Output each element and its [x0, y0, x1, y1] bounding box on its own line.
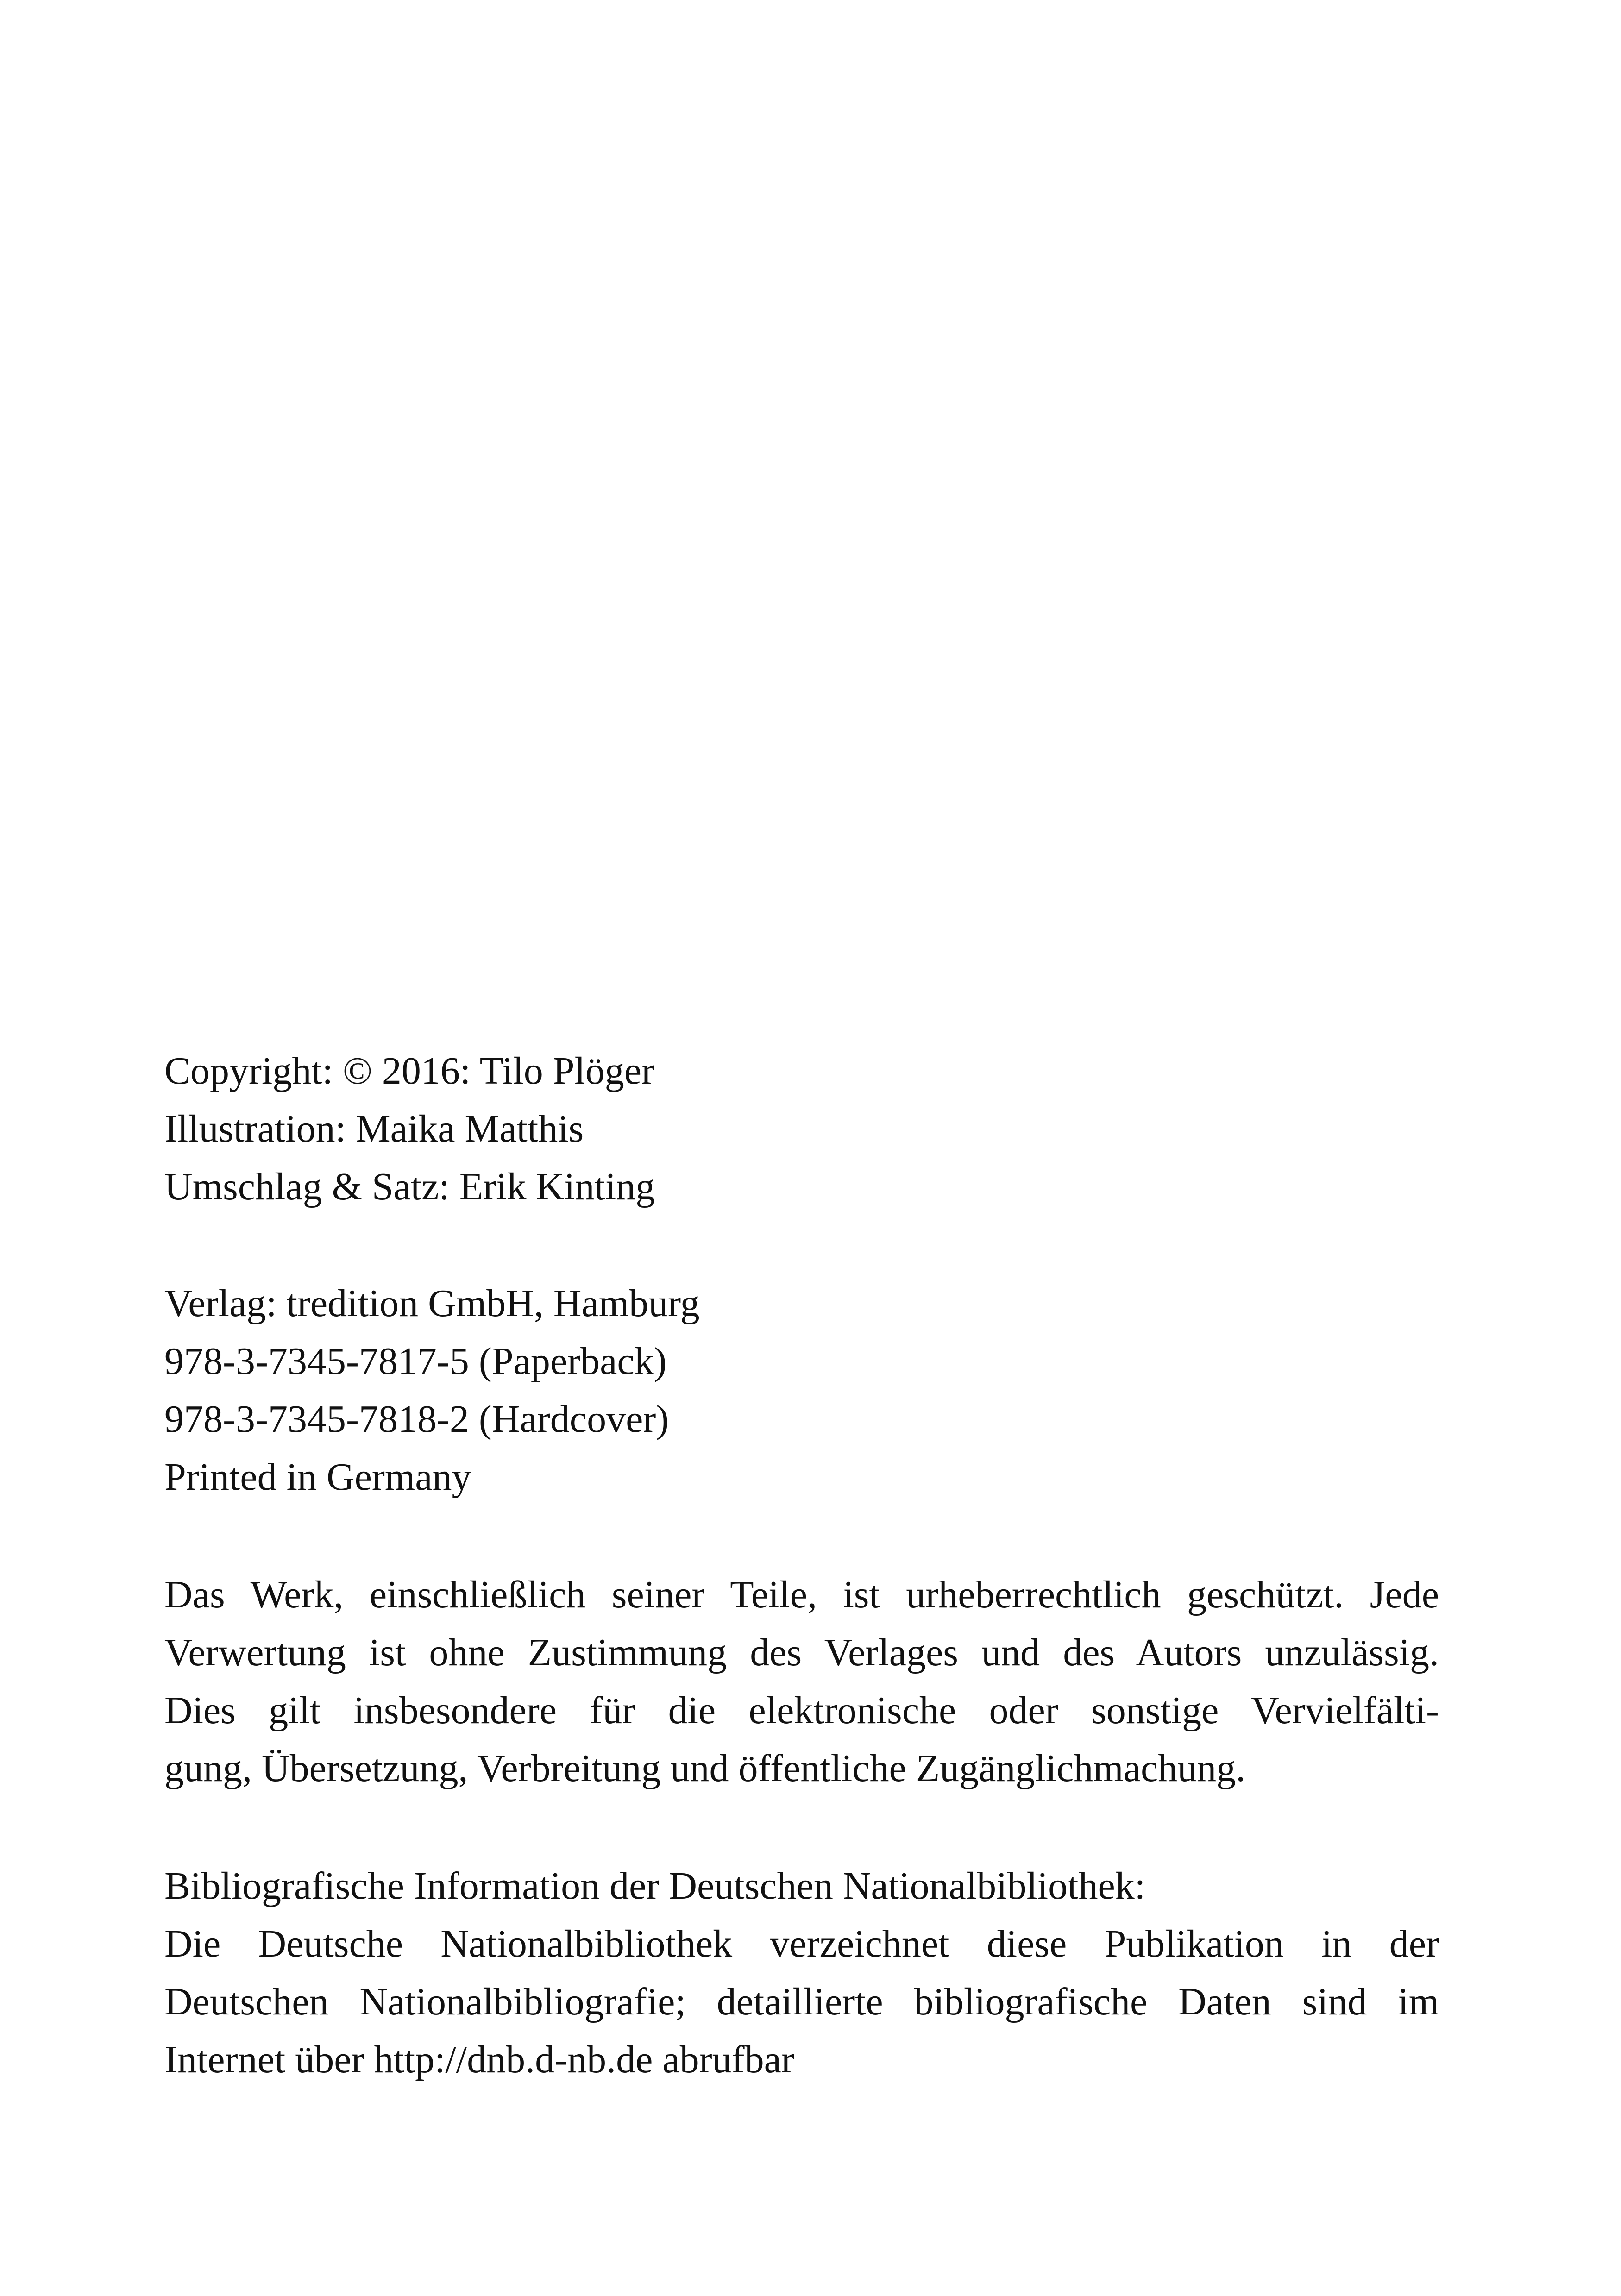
copyright-notice-line: Dies gilt insbesondere für die elektronische oder sonstige Vervielfälti-	[164, 1689, 1439, 1732]
printed-in-line: Printed in Germany	[164, 1455, 471, 1499]
copyright-notice-line: gung, Übersetzung, Verbreitung und öffentliche Zugänglichmachung.	[164, 1747, 1246, 1790]
isbn-hardcover-line: 978-3-7345-7818-2 (Hardcover)	[164, 1398, 669, 1441]
bibliographic-line: Die Deutsche Nationalbibliothek verzeichnet diese Publikation in der	[164, 1922, 1439, 1965]
publisher-line: Verlag: tredition GmbH, Hamburg	[164, 1282, 700, 1325]
bibliographic-paragraph	[164, 1915, 1439, 2089]
copyright-notice-paragraph	[164, 1566, 1439, 1797]
bibliographic-line: Deutschen Nationalbibliografie; detaillierte bibliografische Daten sind im	[164, 1980, 1439, 2023]
isbn-paperback-line: 978-3-7345-7817-5 (Paperback)	[164, 1340, 667, 1383]
publisher-block	[164, 1274, 1439, 1506]
bibliographic-line: Internet über http://dnb.d-nb.de abrufbar	[164, 2038, 794, 2081]
credits-block	[164, 1042, 1439, 1216]
cover-typesetting-credit-line: Umschlag & Satz: Erik Kinting	[164, 1165, 655, 1208]
illustration-credit-line: Illustration: Maika Matthis	[164, 1107, 584, 1150]
copyright-notice-line: Das Werk, einschließlich seiner Teile, ist urheberrechtlich geschützt. Jede	[164, 1573, 1439, 1616]
copyright-notice-line: Verwertung ist ohne Zustimmung des Verlages und des Autors unzulässig.	[164, 1631, 1439, 1674]
bibliographic-information-block	[164, 1857, 1439, 2089]
bibliographic-heading: Bibliografische Information der Deutschen Nationalbibliothek:	[164, 1864, 1146, 1907]
copyright-line: Copyright: © 2016: Tilo Plöger	[164, 1049, 654, 1092]
